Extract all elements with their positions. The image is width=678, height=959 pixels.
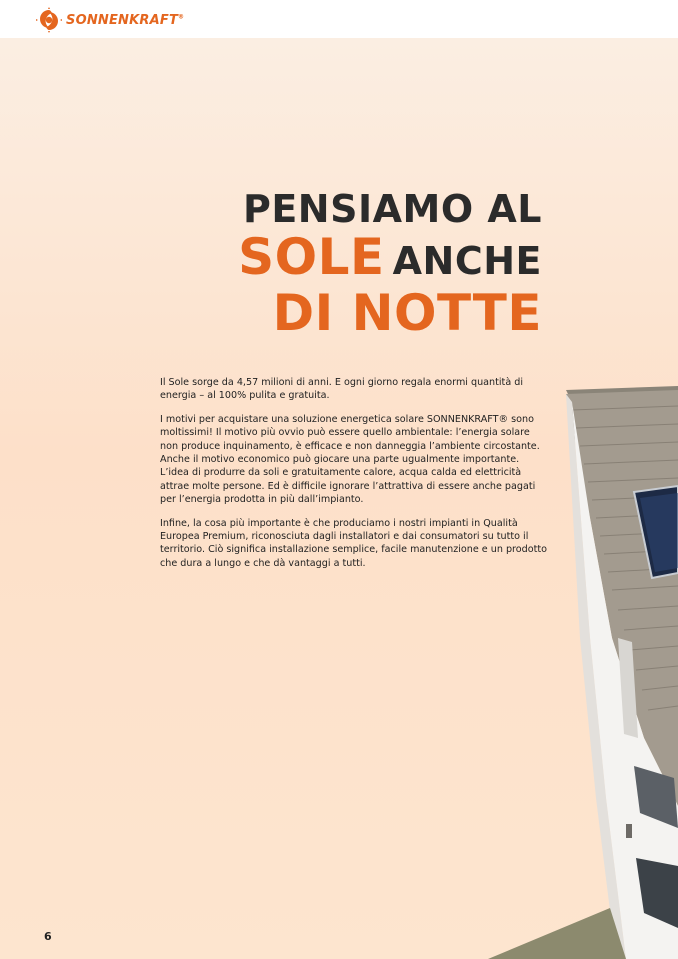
brand-name: SONNENKRAFT® bbox=[66, 12, 185, 28]
brand-logo bbox=[36, 7, 184, 33]
headline-line-2 bbox=[238, 228, 542, 286]
sun-logo-icon bbox=[36, 7, 62, 33]
page-number: 6 bbox=[44, 930, 52, 943]
headline bbox=[238, 187, 542, 342]
paragraph-3: Infine, la cosa più importante è che produciamo i nostri impianti in Qualità Europea Premium, riconosciuta dagli installatori e dai consumatori su tutto il territorio. Ciò significa installazione semplice, facile manutenzione e un prodotto che dura a lungo e che dà vantaggi a tutti. bbox=[160, 517, 548, 569]
header-bar bbox=[0, 0, 678, 38]
paragraph-2: I motivi per acquistare una soluzione energetica solare SONNENKRAFT® sono moltissimi! Il motivo più ovvio può essere quello ambientale: l’energia solare non produce inquinamento, è efficace e non danneggia l’ambiente circostante. Anche il motivo economico può giocare una parte ugualmente importante. L’idea di produrre da soli e gratuitamente calore, acqua calda ed elettricità attrae molte persone. Ed è difficile ignorare l’attrattiva di essere anche pagati per l’energia prodotta in più dall’impianto. bbox=[160, 413, 540, 506]
hero-section bbox=[0, 38, 678, 959]
paragraph-1: Il Sole sorge da 4,57 milioni di anni. E ogni giorno regala enormi quantità di energia – al 100% pulita e gratuita. bbox=[160, 377, 524, 402]
body-text bbox=[160, 376, 548, 580]
headline-line-1: PENSIAMO AL bbox=[243, 187, 542, 231]
headline-anche: ANCHE bbox=[392, 239, 542, 283]
headline-line-3: DI NOTTE bbox=[272, 284, 542, 342]
headline-highlight-sole: SOLE bbox=[238, 228, 385, 286]
